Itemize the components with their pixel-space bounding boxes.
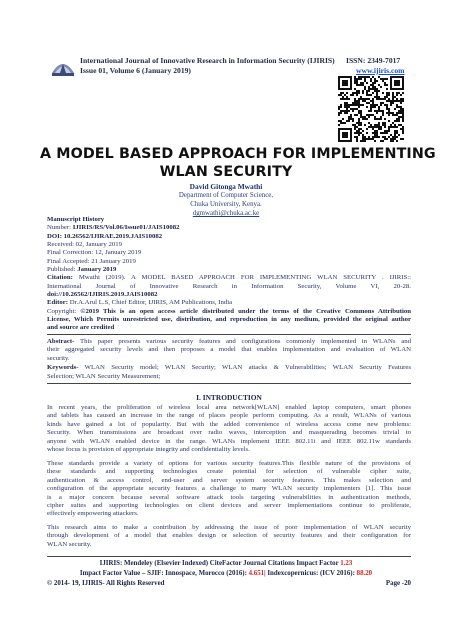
paragraph-line: This research aims to make a contribution by addressing the issue of poor implementation of WLAN security [47, 524, 411, 531]
manuscript-history [47, 216, 411, 333]
paragraph-line: cipher suites and supporting technologies on client devices and server implementations continue to proliferate, [47, 502, 411, 510]
paragraph-line: effectively empowering attackers. [47, 510, 139, 518]
editor-line: Editor: Dr.A.Arul L.S, Chief Editor, IJIRIS, AM Publications, India [47, 299, 233, 307]
journal-issn: ISSN: 2349-7017 [346, 56, 401, 65]
footer-impact-line-1: IJIRIS: Mendeley (Elsevier Indexed) CiteFactor Journal Citations Impact Factor 1.23 [99, 560, 353, 567]
divider [47, 383, 411, 384]
manuscript-doi: DOI: 10.26562/IJIRAE.2019.JAIS10082 [47, 232, 163, 240]
manuscript-final-correction: Final Correction: 12, January 2019 [47, 249, 142, 257]
paragraph-line: and tablets has caused an increase in the range of places people perform computing. As a result, WLANs of various [47, 412, 411, 420]
author-email-link[interactable]: dgmwathi@chuka.ac.ke [192, 210, 260, 218]
paragraph-line: Security. When transmissions are broadcast over radio waves, interception and masquerading becomes trivial to [47, 429, 411, 437]
paragraph-line: These standards provide a variety of options for various security features.This flexible nature of the provisions of [47, 460, 411, 467]
author-block [120, 182, 332, 218]
qr-code-icon [338, 76, 404, 142]
abstract-line-1: Abstract- This paper presents various security features and configurations commonly implemented in WLANs and [47, 338, 411, 345]
citation-doi: doi://10.26562/IJIRIS.2019.JAIS10082 [47, 291, 158, 299]
paragraph-line: through development of a model that enables design or selection of security features and their configuration for [47, 532, 411, 540]
manuscript-published: Published: January 2019 [47, 266, 117, 274]
paragraph-line: anyone with WLAN enabled device in the range. WLANs implement IEEE 802.11i and IEEE 802.11w standards [47, 437, 411, 445]
abstract-line-3: security. [47, 354, 70, 362]
paragraph-line: kinds have gained a lot of popularity. But with the added convenience of wireless access come new problems: [47, 420, 411, 428]
copyright-line-1: Copyright: ©2019 This is an open access article distributed under the terms of the Creative Commons Attribution [47, 307, 411, 315]
divider [47, 556, 411, 557]
author-university: Chuka University, Kenya. [190, 201, 262, 209]
paper-title-line-1: A MODEL BASED APPROACH FOR IMPLEMENTING [40, 146, 436, 162]
journal-url-link[interactable]: www.ijiris.com [356, 66, 405, 75]
author-name: David Gitonga Mwathi [189, 182, 263, 191]
ijiris-logo-icon [50, 53, 76, 79]
keywords-line-2: Selection; WLAN Security Measurement; [47, 372, 161, 380]
paper-title-line-2: WLAN SECURITY [159, 164, 293, 180]
paragraph-line: In recent years, the proliferation of wireless local area network[WLAN] enabled laptop computers, smart phones [47, 404, 411, 411]
manuscript-received: Received: 02, January 2019 [47, 241, 122, 249]
manuscript-final-accepted: Final Accepted: 21 January 2019 [47, 257, 136, 265]
abstract-line-2: their aggregated security levels and then proposes a model that enables implementation and evaluation of WLAN [47, 346, 411, 354]
journal-issue: Issue 01, Volume 6 (January 2019) [80, 66, 191, 75]
intro-paragraph-3 [47, 524, 411, 549]
copyright-line-3: and source are credited [47, 324, 115, 332]
paragraph-line: WLAN security. [47, 540, 92, 548]
intro-paragraph-1 [47, 404, 411, 454]
abstract [47, 338, 411, 381]
paragraph-line: authentication & access control, end-user and server system security features. This makes selection and [47, 476, 411, 484]
footer-copyright: © 2014- 19, IJIRIS- All Rights Reserved [47, 580, 165, 587]
paragraph-line: whose focus is provision of appropriate integrity and confidentiality levels. [47, 446, 250, 454]
keywords-line-1: Keywords- WLAN Security model; WLAN Security; WLAN attacks & Vulnerabilities; WLAN Security Features [47, 364, 411, 372]
paragraph-line: configuration of the appropriate security features a challenge to many WLAN security implementers [1]. This issue [47, 485, 411, 493]
author-department: Department of Computer Science, [178, 192, 274, 200]
divider [47, 334, 411, 335]
paragraph-line: is a major concern because several software attack tools targeting vulnerabilities in authentication methods, [47, 493, 411, 501]
intro-paragraph-2 [47, 460, 411, 519]
footer-impact-line-2: Impact Factor Value – SJIF: Innospace, Morocco (2016): 4.651| Indexcopernicus: (ICV 2016): 88.20 [79, 570, 373, 577]
section-heading-introduction: I. INTRODUCTION [196, 393, 262, 402]
manuscript-number: Number: IJIRIS/RS/Vol.06/Issue01/JAIS10082 [47, 224, 180, 232]
journal-name: International Journal of Innovative Research in Information Security (IJIRIS) [80, 56, 335, 65]
copyright-line-2: License, Which Permits unrestricted use, distribution, and reproduction in any medium, provided the original author [47, 316, 411, 324]
manuscript-heading: Manuscript History [47, 216, 105, 223]
citation-line-1: Citation: Mwathi (2019). A MODEL BASED APPROACH FOR IMPLEMENTING WLAN SECURITY . IJIRIS:: [47, 274, 411, 282]
page-number: Page -20 [385, 580, 411, 587]
citation-line-2: International Journal of Innovative Research in Information Security, Volume VI, 20-28. [47, 282, 411, 290]
paragraph-line: these standards and supporting technologies create potential for selection of vulnerable cipher suite, [47, 468, 411, 476]
